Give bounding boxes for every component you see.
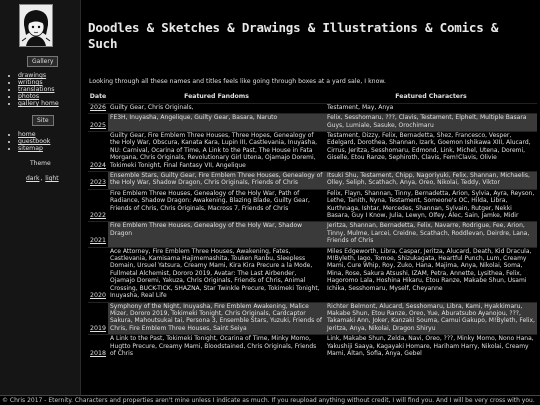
table-row (88, 172, 537, 190)
nav-item-drawings (18, 72, 59, 79)
fandoms-cell: Ensemble Stars, Guilty Gear, Fire Emblem Three Houses, Genealogy of the Holy War, Shadow Dragon, Chris Originals, Friends of Chris (108, 172, 325, 190)
nav-item-guestbook (18, 138, 50, 145)
table-header-row (88, 93, 537, 103)
nav-item-gallery-home (18, 100, 59, 107)
theme-separator: , (40, 175, 43, 182)
characters-cell: Miles Edgeworth, Libra, Caspar, Jeritza, Alucard, Death, Kid Dracula, M!Byleth, Iago, Tomoe, Shizukagata, Heartful Punch, Lum, Creamy Mami, Cure Whip, Roy, Zuko, Hana, Majima, Anya, Nikolai, Soma, Mina, Rose, Sakura Atsushi, IZAM, Petra, Annette, Lysithea, Felix, Hagoromo Lala, Hoshina Hikaru, Etou Ranze, Makabe Shun, Usami Ichika, Sesshomaru, Myself, Cheyanne (325, 247, 537, 302)
characters-cell: Testament, May, Anya (325, 103, 537, 113)
theme-label: Theme (30, 160, 51, 167)
nav-link-sitemap[interactable]: sitemap (18, 145, 43, 152)
nav-link-writings[interactable]: writings (18, 79, 43, 86)
page-title: Doodles & Sketches & Drawings & Illustrations & Comics & Such (88, 20, 499, 51)
table-row (88, 114, 537, 132)
table-row (88, 247, 537, 302)
footer-copyright: © Chris 2017 - Eternity. Characters and properties aren't mine unless I indicate as much. If you reupload anything without credit, I will find you. And I will be very cross with you. (0, 395, 540, 405)
table-row (88, 189, 537, 222)
year-link[interactable]: 2019 (90, 324, 107, 332)
nav-link-drawings[interactable]: drawings (18, 72, 47, 79)
year-link[interactable]: 2025 (90, 121, 107, 129)
year-cell (88, 103, 108, 113)
characters-cell: Testament, Dizzy, Felix, Bernadetta, Shez, Francesco, Vesper, Edelgard, Dorothea, Shannan, Izark, Goemon Ishikawa XIII, Alucard, Cirrus, Jeritza, Sesshomaru, Edmond, Link, Michel, Utena, Doremi, Giselle, Etou Ranze, Sephiroth, Clavis, Fem!Clavis, Olivie (325, 131, 537, 171)
nav-item-home (18, 131, 50, 138)
nav-link-home[interactable]: home (18, 131, 36, 138)
year-cell (88, 302, 108, 335)
avatar-drawing-icon (20, 5, 52, 46)
fandoms-cell: Guilty Gear, Fire Emblem Three Houses, Three Hopes, Genealogy of the Holy War, Obscura, Kanata Kara, Lupin III, Castlevania, Inuyasha, NU: Carnival, Ocarina of Time, A Link to the Past, The House in Fata Morgana, Chris Originals, Revolutionary Girl Utena, Ojamajo Doremi, Tokimeki Tonight, Final Fantasy VII, Angelique (108, 131, 325, 171)
table-row (88, 131, 537, 171)
characters-cell: Felix, Sesshomaru, ???, Clavis, Testament, Elphelt, Multiple Basara Guys, Lumiale, Sasuke, Orochimaru (325, 114, 537, 132)
intro-text: Looking through all these names and titles feels like going through boxes at a yard sale, I know. (89, 78, 386, 85)
characters-cell: Itsuki Shu, Testament, Chipp, Nagoriyuki, Felix, Shannan, Michaelis, Olley, Seliph, Scathach, Anya, Oreo, Nikolai, Teddy, Viktor (325, 172, 537, 190)
year-cell (88, 131, 108, 171)
characters-cell: Felix, Flayn, Shannan, Tinny, Bernadetta, Arion, Sylvia, Ayra, Reyson, Lethe, Tanith, Nyna, Testament, Someone's OC, Hilda, Libra, Kurthnaga, Ishtar, Mercedes, Shannan, Sylvain, Rutger, Nekki Basara, Guy I Know, Julia, Lewyn, Olfey, Alec, Sain, Jamke, Midir (325, 189, 537, 222)
table-row (88, 335, 537, 360)
nav-link-guestbook[interactable]: guestbook (18, 138, 51, 145)
theme-dark-link[interactable]: dark (26, 175, 40, 182)
year-cell (88, 189, 108, 222)
header-fandoms: Featured Fandoms (184, 93, 249, 100)
fandoms-cell: Guilty Gear, Chris Originals, (108, 103, 325, 113)
year-link[interactable]: 2026 (90, 103, 107, 111)
year-cell (88, 247, 108, 302)
header-characters: Featured Characters (395, 93, 467, 100)
nav-item-photos (18, 93, 59, 100)
characters-cell: Richter Belmont, Alucard, Sesshomaru, Libra, Kami, Hyakkimaru, Makabe Shun, Etou Ranze, Oreo, Yue, Aburatsubo Ayanojou, ???, Takamaki Ann, Joker, Kanzaki Souma, Camui Gakupo, M!Byleth, Felix, Jeritza, Anya, Nikolai, Dragon Shiryu (325, 302, 537, 335)
table-row (88, 302, 537, 335)
table-row (88, 222, 537, 247)
year-cell (88, 222, 108, 247)
nav-link-gallery-home[interactable]: gallery home (18, 100, 59, 107)
fandoms-cell: FE3H, Inuyasha, Angelique, Guilty Gear, Basara, Naruto (108, 114, 325, 132)
year-link[interactable]: 2024 (90, 161, 107, 169)
nav-item-writings (18, 79, 59, 86)
theme-light-link[interactable]: light (45, 175, 59, 182)
gallery-nav-list (0, 72, 59, 107)
table-row (88, 103, 537, 113)
gallery-section-button[interactable]: Gallery (27, 56, 58, 67)
theme-switcher (26, 175, 59, 183)
site-section-button[interactable]: Site (32, 115, 54, 126)
year-cell (88, 114, 108, 132)
fandoms-cell: A Link to the Past, Tokimeki Tonight, Ocarina of Time, Minky Momo, Hugtto Precure, Creamy Mami, Bloodstained, Chris Originals, Friends of Chris (108, 335, 325, 360)
year-link[interactable]: 2020 (90, 292, 107, 300)
nav-link-photos[interactable]: photos (18, 93, 40, 100)
characters-cell: Jeritza, Shannan, Bernadetta, Felix, Navarre, Rodrigue, Fee, Arion, Tinny, Mulme, Larcei, Creidne, Scathach, Roddlevan, Deirdre, Lana, Friends of Chris (325, 222, 537, 247)
year-link[interactable]: 2022 (90, 212, 107, 220)
nav-item-translations (18, 86, 59, 93)
sidebar (0, 0, 81, 395)
site-nav-list (0, 131, 50, 152)
year-link[interactable]: 2021 (90, 237, 107, 245)
year-cell (88, 335, 108, 360)
fandoms-cell: Fire Emblem Three Houses, Genealogy of the Holy War, Path of Radiance, Shadow Dragon: Awakening, Blazing Blade, Guilty Gear, Friends of Chris, Chris Originals, Macross 7, Friends of Chris (108, 189, 325, 222)
year-link[interactable]: 2018 (90, 349, 107, 357)
fandoms-cell: Ace Attorney, Fire Emblem Three Houses, Awakening, Fates, Castlevania, Kamisama Hajimemashita, Touken Ranbu, Sleepless Domain, Ursuel Yatsura, Creamy Mami, Kira Kira Precure a la Mode, Fullmetal Alchemist, Dororo 2019, Avatar: The Last Airbender, Ojamajo Doremi, Yakuza, Chris Originals, Friends of Chris, Animal Crossing, BUCK-TICK, SHAZNA, Star Twinkle Precure, Tokimeki Tonight, Inuyasha, Real Life (108, 247, 325, 302)
characters-cell: Link, Makabe Shun, Zelda, Navi, Oreo, ???, Minky Momo, Nono Hana, Yakushiji Saaya, Kagayaki Homare, Hariham Harry, Nikolai, Creamy Mami, Altan, Sofia, Anya, Gebel (325, 335, 537, 360)
year-cell (88, 172, 108, 190)
fandoms-cell: Fire Emblem Three Houses, Genealogy of the Holy War, Shadow Dragon (108, 222, 325, 247)
table-body (88, 103, 537, 359)
header-date: Date (89, 93, 107, 100)
nav-link-translations[interactable]: translations (18, 86, 55, 93)
site-avatar[interactable] (19, 4, 53, 47)
fandoms-cell: Symphony of the Night, Inuyasha, Fire Emblem Awakening, Malice Mizer, Dororo 2019, Tokimeki Tonight, Chris Originals, Cardcaptor Sakura, Mahoutsukai tai, Persona 3, Ensemble Stars, Yuzuki, Friends of Chris, Fire Emblem Three Houses, Saint Seiya (108, 302, 325, 335)
gallery-index-table (88, 93, 537, 359)
year-link[interactable]: 2023 (90, 179, 107, 187)
nav-item-sitemap (18, 145, 50, 152)
